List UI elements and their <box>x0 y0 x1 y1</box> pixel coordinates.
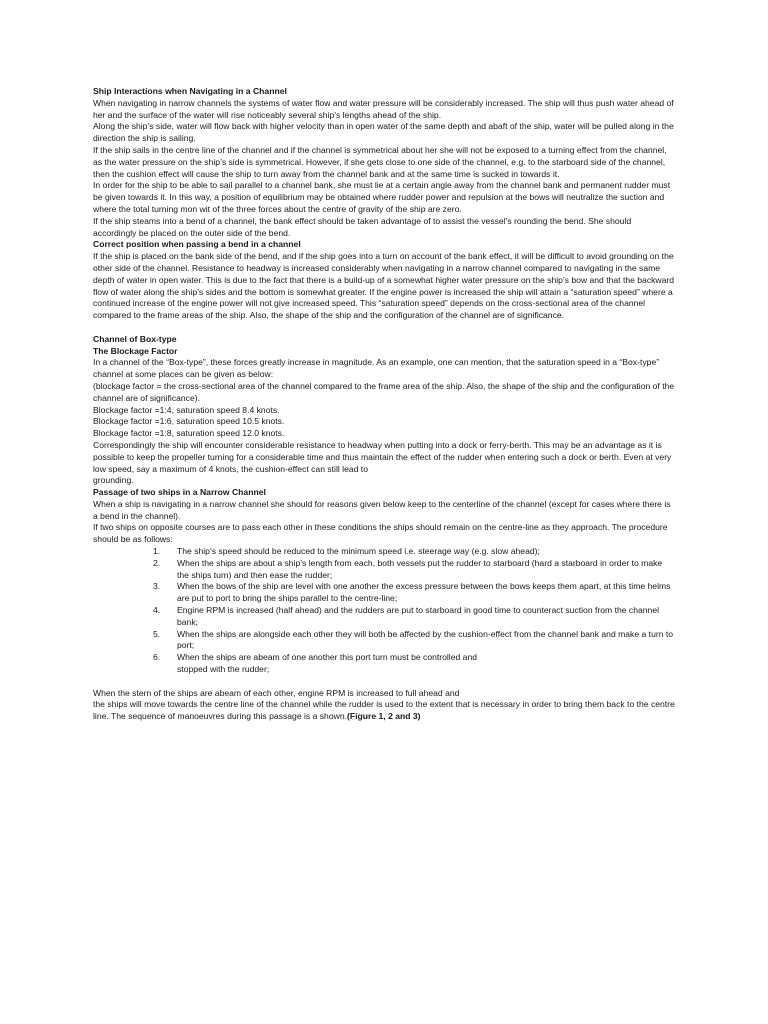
paragraph: When a ship is navigating in a narrow channel she should for reasons given below keep to the centerline of the channel (except for cases where there is a bend in the channel). <box>93 498 671 521</box>
paragraph: If the ship steams into a bend of a channel, the bank effect should be taken advantage of to assist the vessel’s rounding the bend. She should accordingly be placed on the outer side of the bend. <box>93 215 632 238</box>
list-text: When the ships are abeam of one another this port turn must be controlled and <box>177 652 478 663</box>
closing-paragraph <box>93 699 675 723</box>
list-number: 6. <box>153 652 161 663</box>
paragraph: When navigating in narrow channels the systems of water flow and water pressure will be considerably increased. The ship will thus push water ahead of her and the surface of the water will rise noticeably several ship’s lengths ahead of the ship. <box>93 97 674 120</box>
list-item <box>93 558 675 582</box>
closing-text: the ships will move towards the centre line of the channel while the rudder is used to the extent that is necessary in order to bring them back to the centre line. The sequence of manoeuvres during this passage is a shown. <box>93 699 675 722</box>
list-number: 1. <box>153 546 161 557</box>
paragraph: grounding. <box>93 475 134 486</box>
blockage-line: Blockage factor =1:6, saturation speed 10.5 knots. <box>93 416 285 427</box>
section-heading: Correct position when passing a bend in a channel <box>93 239 301 250</box>
list-item <box>93 652 675 664</box>
procedure-list <box>93 546 675 664</box>
blockage-line: Blockage factor =1:8, saturation speed 12.0 knots. <box>93 428 285 439</box>
section-subheading: The Blockage Factor <box>93 345 178 356</box>
section-heading: Ship Interactions when Navigating in a Channel <box>93 86 287 96</box>
list-item <box>93 605 675 629</box>
section-heading: Channel of Box-type <box>93 333 177 344</box>
paragraph: Correspondingly the ship will encounter considerable resistance to headway when putting into a dock or ferry-berth. This may be an advantage as it is possible to keep the propeller turning for a considerable time and thus maintain the effect of the rudder when entering such a dock or berth. Even at very low speed, say a maximum of 4 knots, the cushion-effect can still lead to <box>93 439 672 474</box>
list-number: 4. <box>153 605 161 616</box>
paragraph: Along the ship’s side, water will flow back with higher velocity than in open water of the same depth and abaft of the ship, water will be pulled along in the direction the ship is sailing. <box>93 121 674 144</box>
closing-line: When the stern of the ships are abeam of each other, engine RPM is increased to full ahead and <box>93 687 460 698</box>
list-continuation: stopped with the rudder; <box>177 664 270 675</box>
spacer <box>93 322 675 334</box>
list-item <box>93 629 675 653</box>
list-number: 2. <box>153 557 161 568</box>
list-text: Engine RPM is increased (half ahead) and the rudders are put to starboard in good time to counteract suction from the channel bank; <box>177 605 660 627</box>
figure-reference: (Figure 1, 2 and 3) <box>347 711 421 722</box>
section-heading: Passage of two ships in a Narrow Channel <box>93 487 266 498</box>
list-text: The ship’s speed should be reduced to the minimum speed i.e. steerage way (e.g. slow ahead); <box>177 546 540 557</box>
blockage-line: Blockage factor =1:4, saturation speed 8.4 knots. <box>93 404 280 415</box>
list-text: When the bows of the ship are level with one another the excess pressure between the bows keeps them apart, at this time helms are put to port to bring the ships parallel to the centre-line; <box>177 581 671 604</box>
paragraph: In order for the ship to be able to sail parallel to a channel bank, she must lie at a certain angle away from the channel bank and permanent rudder must be given towards it. In this way, a position of equilibrium may be obtained where rudder power and repulsion at the bows will neutralize the suction and where the total turning mon wit of the three forces about the centre of gravity of the ship are zero. <box>93 180 671 214</box>
document-body <box>93 86 675 723</box>
list-text: When the ships are about a ship’s length from each, both vessels put the rudder to starboard (hard a starboard in order to make the ships turn) and then ease the rudder; <box>177 557 663 580</box>
paragraph: If two ships on opposite courses are to pass each other in these conditions the ships should remain on the centre-line as they approach. The procedure should be as follows: <box>93 522 668 545</box>
list-number: 5. <box>153 628 161 639</box>
list-text: When the ships are alongside each other they will both be affected by the cushion-effect from the channel bank and make a turn to port; <box>177 628 674 651</box>
list-item <box>93 546 675 558</box>
paragraph: In a channel of the “Box-type”, these forces greatly increase in magnitude. As an example, one can mention, that the saturation speed in a “Box-type” channel at some places can be given as below: <box>93 357 660 380</box>
spacer <box>93 676 675 688</box>
list-item <box>93 581 675 605</box>
paragraph: If the ship sails in the centre line of the channel and if the channel is symmetrical about her she will not be exposed to a turning effect from the channel, as the water pressure on the ship’s side is symmetrical. However, if she gets close to one side of the channel, e.g. to the starboard side of the channel, then the cushion effect will cause the ship to turn away from the channel bank and at the same time is sucked in towards it. <box>93 144 667 179</box>
paragraph: (blockage factor = the cross-sectional area of the channel compared to the frame area of the ship. Also, the shape of the ship and the configuration of the channel are of significance). <box>93 380 675 403</box>
list-number: 3. <box>153 581 161 592</box>
paragraph: If the ship is placed on the bank side of the bend, and if the ship goes into a turn on account of the bank effect, it will be difficult to avoid grounding on the other side of the channel. Resistance to headway is increased considerably when navigating in a narrow channel compared to navigating in the same depth of water in open water. This is due to the fact that there is a build-up of a somewhat higher water pressure on the ship’s bow and that the backward flow of water along the ship’s sides and the bottom is somewhat greater. If the engine power is increased the ship will attain a “saturation speed” where a continued increase of the engine power will not give increased speed. This “saturation speed” depends on the cross-sectional area of the channel compared to the frame areas of the ship. Also, the shape of the ship and the configuration of the channel are of significance. <box>93 251 675 321</box>
